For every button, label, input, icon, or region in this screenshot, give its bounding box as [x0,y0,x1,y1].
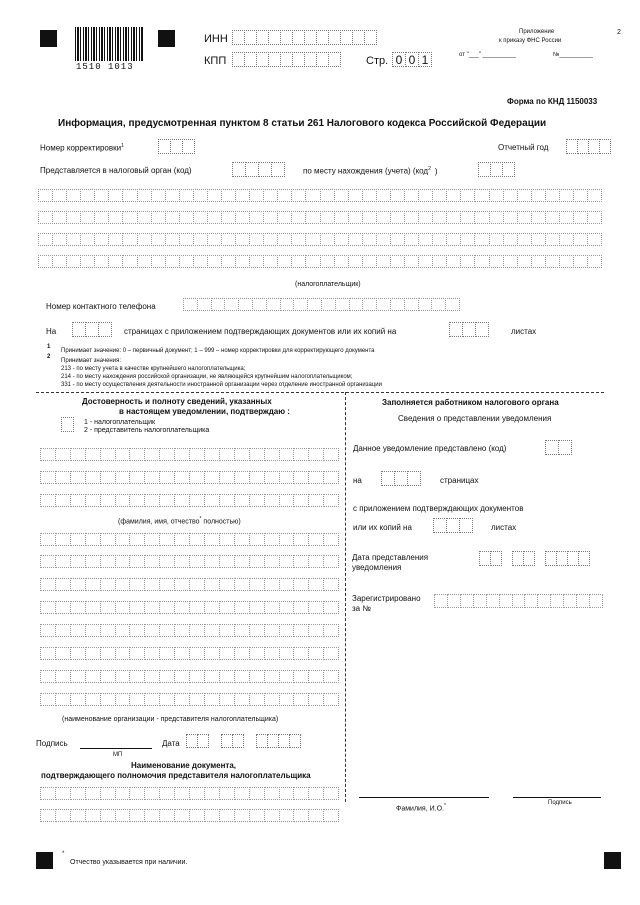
taxpayer-name-row[interactable] [38,189,601,202]
phone-label: Номер контактного телефона [46,302,156,311]
signer-type-field[interactable] [61,417,73,432]
registered-label-2: за № [352,604,371,613]
org-row[interactable] [40,693,338,706]
footnote-ref: 1 [121,143,124,149]
registration-marker-top-left [40,30,57,47]
location-close: ) [434,166,438,176]
employee-name-text: Фамилия, И.О. [396,805,444,813]
taxpayer-caption: (налогоплательщик) [295,281,361,288]
employee-signature-line[interactable] [513,797,601,798]
footnote-2-214: 214 - по месту нахождения российской организации, не являющейся крупнейшим налогоплательщиком; [61,374,353,380]
copies-on-label: или их копий на [353,523,412,532]
bottom-note-star: * [62,851,65,857]
page-number-field[interactable] [392,52,431,67]
registration-marker-bottom-left [36,852,53,869]
org-row[interactable] [40,601,338,614]
order-date: от "___" __________ [459,52,516,58]
inn-field[interactable] [232,30,376,45]
reporting-year-field[interactable] [566,139,610,154]
doc-name-1: Наименование документа, [131,761,237,770]
doc-name-row[interactable] [40,809,338,822]
pages-count-field[interactable] [72,322,111,337]
right-heading: Заполняется работником налогового органа [382,398,559,407]
org-caption: (наименование организации - представителя налогоплательщика) [62,716,279,723]
tax-authority-label: Представляется в налоговый орган (код) [40,166,192,175]
tax-authority-code-field[interactable] [232,162,284,177]
submission-date-field[interactable] [479,551,589,566]
org-row[interactable] [40,624,338,637]
stamp-label: МП [113,752,123,758]
left-heading-2: в настоящем уведомлении, подтверждаю : [119,407,290,416]
page-title: Информация, предусмотренная пунктом 8 статьи 261 Налогового кодекса Российской Федерации [58,118,547,129]
org-row[interactable] [40,670,338,683]
employee-signature-caption: Подпись [548,800,572,806]
registered-label-1: Зарегистрировано [352,594,421,603]
footnote-2-mark: 2 [47,354,51,360]
right-on-label: на [353,476,362,485]
sign-date-field[interactable] [186,734,300,748]
bottom-note: Отчество указывается при наличии. [70,859,188,866]
fio-caption [118,516,241,525]
signer-option-2: 2 - представитель налогоплательщика [84,427,210,434]
submitted-code-label: Данное уведомление представлено (код) [353,444,507,453]
footnote-star: * [199,516,202,522]
right-subheading: Сведения о представлении уведомления [398,414,552,423]
footnote-ref: 2 [428,166,431,172]
signature-line[interactable] [80,748,152,749]
footnote-1: Принимает значение: 0 – первичный документ; 1 – 999 – номер корректировки для корректирующего документа [61,348,375,354]
appendix-order: к приказу ФНС России [499,38,562,44]
right-pages-label: страницах [440,476,479,485]
right-sheets-field[interactable] [433,518,472,533]
reporting-year-label: Отчетный год [498,143,549,152]
column-divider [345,392,346,802]
pages-text: страницах с приложением подтверждающих документов или их копий на [124,327,397,336]
kpp-field[interactable] [232,52,340,67]
submitted-code-field[interactable] [545,440,571,455]
registration-marker-bottom-right [604,852,621,869]
org-row[interactable] [40,578,338,591]
taxpayer-name-row[interactable] [38,233,601,246]
footnote-2: Принимает значения: [61,358,121,364]
date-label: Дата [162,739,180,748]
left-heading-1: Достоверность и полноту сведений, указанных [82,397,272,406]
barcode [75,27,143,61]
form-code: Форма по КНД 1150033 [507,97,598,106]
taxpayer-name-row[interactable] [38,255,601,268]
appendix-title: Приложение [519,29,555,35]
submission-date-label-1: Дата представления [352,553,429,562]
signature-label: Подпись [36,739,68,748]
footnote-star: * [443,803,446,809]
employee-name-line[interactable] [359,797,489,798]
order-number: №__________ [553,52,593,58]
right-sheets-label: листах [491,523,517,532]
doc-name-row[interactable] [40,787,338,800]
page-digit: 0 [392,52,406,67]
footnote-2-331: 331 - по месту осуществления деятельности иностранной организации через отделение иностранной организации [61,382,382,388]
employee-name-caption [396,803,446,812]
sheets-label: листах [511,327,537,336]
footnote-1-mark: 1 [47,344,51,350]
org-row[interactable] [40,555,338,568]
appendix-number: 2 [617,29,621,36]
inn-label: ИНН [204,33,228,45]
registration-marker-top-mid [158,30,175,47]
correction-text: Номер корректировки [40,143,122,153]
correction-number-field[interactable] [158,139,194,154]
page-label: Стр. [366,55,389,67]
page-digit: 1 [418,52,432,67]
right-pages-field[interactable] [381,471,420,486]
fio-caption-end: полностью) [203,518,241,526]
fio-caption-text: (фамилия, имя, отчество [118,518,200,526]
fio-row[interactable] [40,494,338,507]
correction-label [40,143,124,153]
phone-field[interactable] [183,298,459,311]
kpp-label: КПП [204,55,227,67]
section-divider [36,392,604,393]
sheets-count-field[interactable] [449,322,488,337]
submission-date-label-2: уведомления [352,563,402,572]
with-docs-label: с приложением подтверждающих документов [353,504,524,513]
registration-number-field[interactable] [434,594,602,608]
doc-name-2: подтверждающего полномочия представителя налогоплательщика [41,771,311,780]
footnote-2-213: 213 - по месту учета в качестве крупнейшего налогоплательщика; [61,366,246,372]
fio-row[interactable] [40,471,338,484]
taxpayer-name-row[interactable] [38,211,601,224]
location-code-label [303,166,438,176]
barcode-number: 1510 1013 [76,62,134,72]
signer-option-1: 1 - налогоплательщик [84,419,156,426]
on-label: На [46,327,57,336]
org-row[interactable] [40,647,338,660]
page-digit: 0 [405,52,419,67]
org-row[interactable] [40,533,338,546]
fio-row[interactable] [40,448,338,461]
location-code-text: по месту нахождения (учета) (код [303,166,429,176]
location-code-field[interactable] [478,162,514,177]
